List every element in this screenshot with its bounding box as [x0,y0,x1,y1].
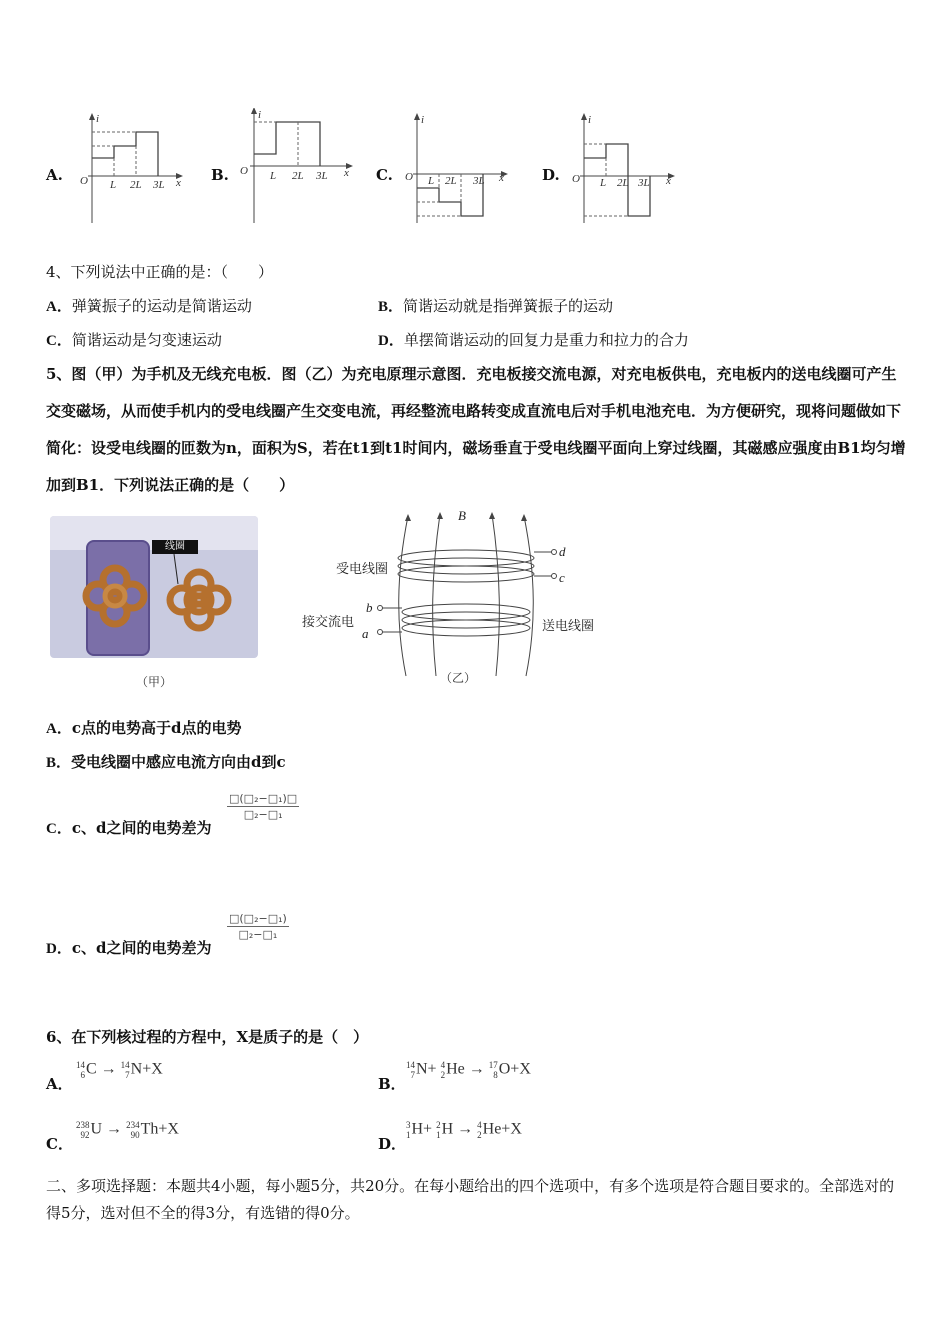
graph-c [405,113,508,223]
q6-option-d-letter[interactable]: D． [378,1135,407,1153]
axis-i-a: i [96,113,100,125]
svg-text:2L: 2L [617,177,629,189]
label-a: a [362,626,369,641]
q6-stem: 6、在下列核过程的方程中，X是质子的是（ ） [46,1028,369,1046]
svg-text:x: x [344,167,349,179]
coil-tag: 线圈 [152,540,198,554]
q4-option-c[interactable]: C．简谐运动是匀变速运动 [46,331,222,349]
graph-option-a-label[interactable]: A. [46,166,63,184]
svg-text:O: O [572,173,580,185]
coil-graphics [50,516,258,658]
q5-formula-d: □(□₂−□₁) □₂−□₁ [229,912,287,941]
figure-yi [296,506,616,686]
svg-text:L: L [428,175,435,187]
svg-text:i: i [588,114,592,126]
q4-option-d[interactable]: D．单摆简谐运动的回复力是重力和拉力的合力 [378,331,689,349]
svg-text:L: L [110,179,117,191]
svg-text:i: i [258,109,262,121]
svg-text:3L: 3L [638,177,650,189]
svg-text:i: i [421,114,425,126]
q5-option-b[interactable]: B．受电线圈中感应电流方向由d到c [46,753,286,771]
q6-option-d-equation[interactable]: 3 1 H+ 2 1 H → 4 2 He+X [406,1120,522,1140]
graph-a [80,113,183,223]
svg-text:3L: 3L [473,175,485,187]
q4-option-b[interactable]: B．简谐运动就是指弹簧振子的运动 [378,297,614,315]
q6-option-a-equation[interactable]: 14 6 C → 14 7 N+X [76,1060,163,1080]
svg-text:L: L [270,170,277,182]
q6-option-b-letter[interactable]: B． [378,1075,406,1093]
q6-option-b-equation[interactable]: 14 7 N+ 4 2 He → 17 8 O+X [406,1060,531,1080]
label-ac-input: 接交流电 [302,615,355,630]
graph-option-b-label[interactable]: B. [211,166,229,184]
q5-stem: 5、图（甲）为手机及无线充电板．图（乙）为充电原理示意图．充电板接交流电源，对充电板供电，充电板内的送电线圈可产生交变磁场，从而使手机内的受电线圈产生交变电流，再经整流电路转变成直流电后对手机电池充电．为方便研究，现将问题做如下简化：设受电线圈的匝数为n，面积为S，若在t1到t1时间内，磁场垂直于受电线圈平面向上穿过线圈，其磁感应强度由B1均匀增加到B1．下列说法正确的是（ ） [46,365,906,494]
svg-text:O: O [405,171,413,183]
svg-text:2L: 2L [292,170,304,182]
section2-instructions: 二、多项选择题：本题共4小题，每小题5分，共20分。在每小题给出的四个选项中，有多个选项是符合题目要求的。全部选对的得5分，选对但不全的得3分，有选错的得0分。 [46,1177,895,1222]
svg-text:O: O [240,165,248,177]
graph-b [240,108,353,223]
svg-text:2L: 2L [130,179,142,191]
q5-option-d[interactable]: D．c、d之间的电势差为 [46,939,212,957]
figure-jia-caption: （甲） [136,675,173,689]
label-send-coil: 送电线圈 [542,619,595,634]
svg-text:L: L [600,177,607,189]
figure-yi-caption: （乙） [440,671,477,685]
q4-option-a[interactable]: A．弹簧振子的运动是简谐运动 [46,297,252,315]
svg-text:x: x [666,175,671,187]
graph-d [572,113,675,223]
origin-a: O [80,175,88,187]
label-receive-coil: 受电线圈 [336,562,389,577]
q6-option-a-letter[interactable]: A． [46,1075,73,1093]
svg-text:3L: 3L [153,179,165,191]
graph-option-c-label[interactable]: C. [376,166,393,184]
graph-option-d-label[interactable]: D. [542,166,560,184]
svg-text:3L: 3L [316,170,328,182]
q6-option-c-equation[interactable]: 238 92 U → 234 90 Th+X [76,1120,179,1140]
svg-text:2L: 2L [445,175,457,187]
current-graphs [70,108,950,233]
svg-text:x: x [499,172,504,184]
label-b: b [366,600,373,615]
q5-option-a[interactable]: A．c点的电势高于d点的电势 [46,719,242,737]
q4-stem: 4、下列说法中正确的是：（ ） [46,263,274,281]
q5-formula-c: □(□₂−□₁)□ □₂−□₁ [229,792,298,821]
q6-option-c-letter[interactable]: C． [46,1135,73,1153]
label-B: B [458,508,466,523]
q5-option-c[interactable]: C．c、d之间的电势差为 [46,819,212,837]
figure-jia [50,516,258,658]
axis-x-a: x [176,177,181,189]
label-d: d [559,544,566,559]
label-c: c [559,570,565,585]
